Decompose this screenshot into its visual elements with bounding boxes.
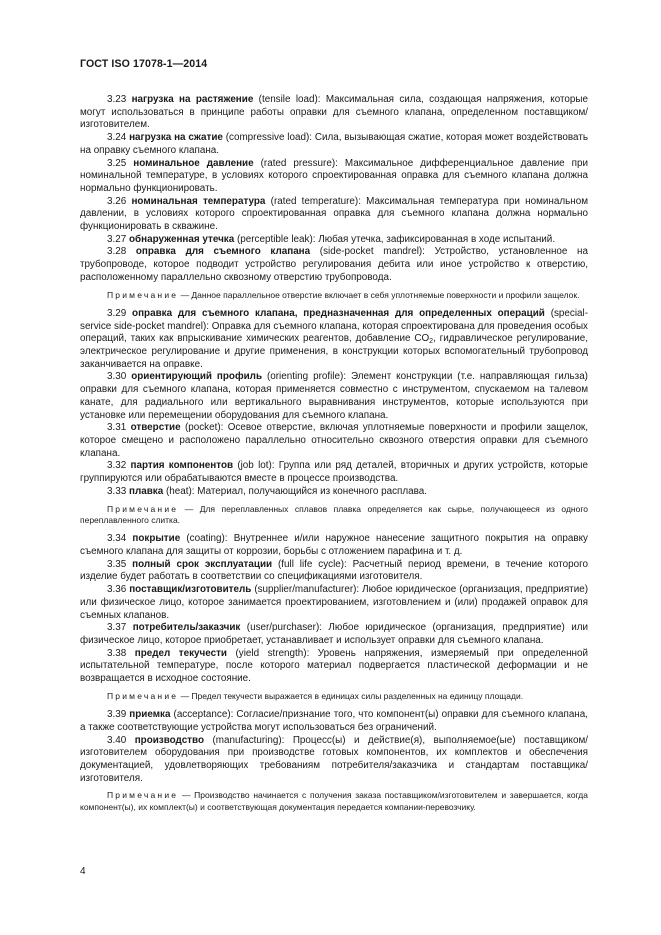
note-1 bbox=[80, 290, 588, 301]
clause-number: 3.30 bbox=[107, 371, 127, 383]
definition-text: (yield strength): Уровень напряжения, измеряемый при определенной испытательной температуре, после которого материал подвергается пластической деформации и не возвращается в исходное состояние. bbox=[80, 647, 588, 685]
definition-3-33 bbox=[80, 486, 588, 499]
note-text: — Производство начинается с получения заказа поставщиком/изготовителем и завершается, когда компонент(ы), их комплект(ы) и соответствующая документация передается компании-перевозчику. bbox=[80, 790, 588, 812]
definition-3-23 bbox=[80, 94, 588, 132]
document-header: ГОСТ ISO 17078-1—2014 bbox=[80, 58, 208, 70]
definition-3-30 bbox=[80, 371, 588, 422]
definition-text: (acceptance): Согласие/признание того, что компонент(ы) оправки для съемного клапана, а также соответствующие устройства могут использоваться без ограничений. bbox=[80, 709, 588, 733]
clause-number: 3.29 bbox=[107, 307, 127, 319]
definition-3-31 bbox=[80, 422, 588, 460]
clause-number: 3.31 bbox=[107, 422, 127, 434]
clause-number: 3.34 bbox=[107, 533, 127, 545]
term: партия компонентов bbox=[130, 460, 234, 472]
term: приемка bbox=[129, 709, 171, 721]
note-2 bbox=[80, 504, 588, 527]
definition-3-38 bbox=[80, 648, 588, 686]
note-label: Примечание bbox=[107, 503, 179, 514]
note-label: Примечание bbox=[107, 289, 179, 300]
term: поставщик/изготовитель bbox=[129, 584, 252, 596]
definition-3-27 bbox=[80, 234, 588, 247]
clause-number: 3.35 bbox=[107, 558, 127, 570]
definition-text: (heat): Материал, получающийся из конечного расплава. bbox=[163, 485, 428, 497]
definition-3-37 bbox=[80, 622, 588, 647]
definition-text: (perceptible leak): Любая утечка, зафиксированная в ходе испытаний. bbox=[234, 233, 556, 245]
definition-text: (tensile load): Максимальная сила, создающая напряжения, которые могут использоваться в принципе работы оправки для съемного клапана, определенном поставщиком/изготовителем. bbox=[80, 94, 589, 131]
definition-text: (manufacturing): Процесс(ы) и действие(я), выполняемое(ые) поставщиком/изготовителем оборудования при производстве готовых компонентов, их комплектов и обеспечения документацией, удовлетворяющих требованиям потребителя/заказчика и стандартам поставщика/изготовителя. bbox=[80, 734, 588, 784]
clause-number: 3.23 bbox=[107, 94, 127, 105]
term: нагрузка на сжатие bbox=[129, 132, 223, 144]
definition-text: (special-service side-pocket mandrel): Оправка для съемного клапана, которая спроектирована для проведения особых операций, таких как впрыскивание химических реагентов, добавление CO bbox=[80, 307, 589, 345]
definition-3-40 bbox=[80, 735, 588, 786]
document-body bbox=[80, 94, 588, 820]
term: плавка bbox=[128, 485, 164, 497]
clause-number: 3.39 bbox=[107, 709, 127, 721]
clause-number: 3.38 bbox=[107, 647, 127, 659]
clause-number: 3.32 bbox=[107, 460, 127, 472]
definition-3-28 bbox=[80, 246, 588, 284]
term: производство bbox=[134, 734, 204, 746]
term: оправка для съемного клапана bbox=[135, 246, 311, 258]
definition-text: (compressive load): Сила, вызывающая сжатие, которая может воздействовать на оправку съемного клапана. bbox=[80, 132, 588, 156]
definition-text: (full life cycle): Расчетный период времени, в течение которого изделие будет работать в соответствии со спецификациями изготовителя. bbox=[80, 558, 588, 583]
definition-text: (user/purchaser): Любое юридическое (организация, предприятие) или физическое лицо, которое приобретает, устанавливает и использует оправки для съемного клапана. bbox=[80, 622, 589, 646]
term: нагрузка на растяжение bbox=[131, 94, 254, 105]
definition-3-34 bbox=[80, 533, 588, 558]
note-text: — Для переплавленных сплавов плавка определяется как сырье, получающееся из одного переплавленного слитка. bbox=[80, 503, 588, 525]
term: номинальное давление bbox=[133, 157, 254, 169]
clause-number: 3.25 bbox=[107, 157, 127, 169]
definition-text: (pocket): Осевое отверстие, включая уплотняемые поверхности и профили защелок, которое смещено и расположено параллельно относительно сквозного отверстия оправки для съемного клапана. bbox=[80, 422, 588, 459]
definition-text-continued: , гидравлическое регулирование, электрическое регулирование и другие применения, в конструкции которых вспомогательный трубопровод заканчивается на оправке. bbox=[80, 333, 588, 370]
clause-number: 3.36 bbox=[107, 584, 127, 596]
note-3 bbox=[80, 691, 588, 702]
term: отверстие bbox=[130, 422, 181, 434]
clause-number: 3.26 bbox=[107, 195, 127, 207]
definition-3-32 bbox=[80, 460, 588, 485]
definition-text: (supplier/manufacturer): Любое юридическое (организация, предприятие) или физическое лицо, которое занимается проектированием, изготовлением и (или) продажей оправок для съемных клапанов. bbox=[80, 584, 588, 621]
note-label: Примечание bbox=[107, 690, 179, 701]
definition-text: (coating): Внутреннее и/или наружное нанесение защитного покрытия на оправку съемного клапана для защиты от коррозии, борьбы с отложением парафина и т. д. bbox=[80, 533, 588, 558]
clause-number: 3.40 bbox=[107, 734, 127, 746]
subscript: 2 bbox=[429, 338, 434, 346]
note-label: Примечание bbox=[107, 790, 179, 801]
definition-3-24 bbox=[80, 132, 588, 157]
definition-3-39 bbox=[80, 709, 588, 734]
definition-3-35 bbox=[80, 559, 588, 584]
term: покрытие bbox=[132, 533, 181, 545]
definition-3-26 bbox=[80, 196, 588, 234]
page-number: 4 bbox=[80, 866, 86, 877]
clause-number: 3.27 bbox=[107, 233, 127, 245]
note-text: — Предел текучести выражается в единицах силы разделенных на единицу площади. bbox=[178, 690, 524, 701]
clause-number: 3.24 bbox=[107, 132, 127, 144]
note-4 bbox=[80, 790, 588, 813]
term: предел текучести bbox=[134, 647, 228, 659]
definition-text: (rated temperature): Максимальная температура при номинальном давлении, в условиях которого спроектированная оправка для съемного клапана должна нормально функционировать в скважине. bbox=[80, 195, 588, 233]
definition-text: (side-pocket mandrel): Устройство, установленное на трубопроводе, которое подводит устройство регулирования дебита или иное устройство к отверстию, расположенному параллельно сквозному отверстию трубопровода. bbox=[80, 246, 588, 283]
definition-text: (rated pressure): Максимальное дифференциальное давление при номинальной температуре, в условиях которого спроектированная оправка для съемного клапана должна нормально функционировать. bbox=[80, 157, 588, 194]
clause-number: 3.33 bbox=[107, 485, 127, 497]
definition-text: (job lot): Группа или ряд деталей, вторичных и других устройств, которые группируются или обрабатываются вместе в процессе производства. bbox=[80, 460, 589, 485]
term: полный срок эксплуатации bbox=[132, 558, 273, 570]
term: номинальная температура bbox=[131, 195, 266, 207]
definition-3-36 bbox=[80, 584, 588, 622]
term: оправка для съемного клапана, предназначенная для определенных операций bbox=[132, 307, 545, 319]
definition-3-25 bbox=[80, 158, 588, 196]
note-text: — Данное параллельное отверстие включает в себя уплотняемые поверхности и профили защелок. bbox=[178, 289, 580, 300]
clause-number: 3.37 bbox=[107, 622, 127, 634]
clause-number: 3.28 bbox=[107, 246, 127, 258]
definition-3-29 bbox=[80, 308, 588, 372]
term: обнаруженная утечка bbox=[128, 233, 235, 245]
term: ориентирующий профиль bbox=[131, 371, 263, 383]
term: потребитель/заказчик bbox=[132, 622, 241, 634]
definition-text: (orienting profile): Элемент конструкции (т.е. направляющая гильза) оправки для съемного клапана, которая применяется совместно с инструментом, спускаемом на талевом канате, для радиального или вертикального выравнивания инструментов, которые используются при установке или перемещении оборудования для съемного клапана. bbox=[80, 371, 588, 421]
